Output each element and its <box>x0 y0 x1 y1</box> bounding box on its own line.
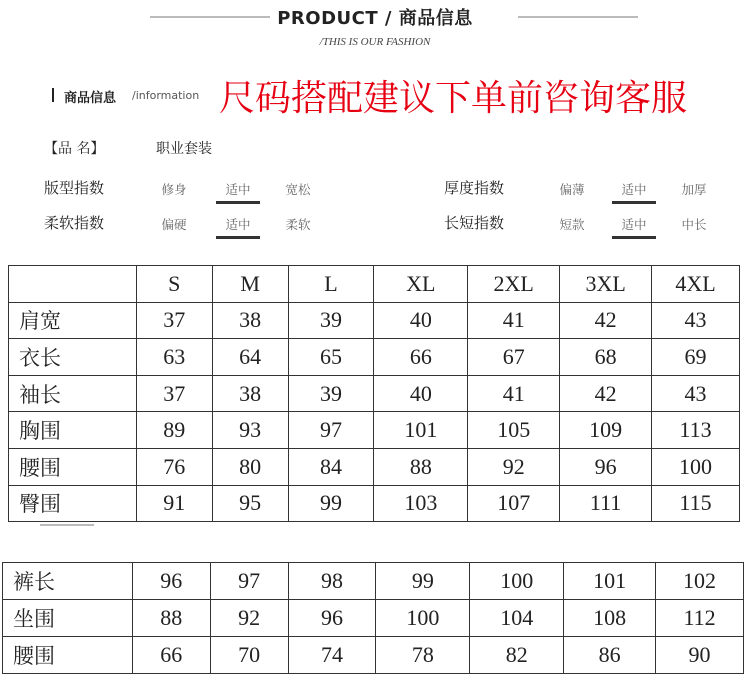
table-cell: 88 <box>132 600 210 637</box>
table-cell: 84 <box>288 448 374 485</box>
table-row <box>3 600 744 637</box>
header-divider-right <box>518 16 638 18</box>
table-cell: 37 <box>136 375 212 412</box>
info-marker <box>52 88 54 102</box>
table-cell: 90 <box>656 637 744 674</box>
table-cell: 95 <box>212 485 288 522</box>
info-title-en: /information <box>132 89 200 102</box>
fit-option-slim: 修身 <box>161 182 187 197</box>
softness-index-label: 柔软指数 <box>44 214 105 232</box>
header-cell: XL <box>374 266 468 303</box>
table-cell: 104 <box>470 600 564 637</box>
fit-option-loose: 宽松 <box>285 182 311 197</box>
table-cell: 78 <box>376 637 470 674</box>
table-cell: 112 <box>656 600 744 637</box>
table-cell: 40 <box>374 375 468 412</box>
table-cell: 70 <box>210 637 288 674</box>
row-label: 腰围 <box>9 448 137 485</box>
table-row <box>9 485 740 522</box>
table-cell: 92 <box>210 600 288 637</box>
table-row <box>9 302 740 339</box>
softness-option-stiff: 偏硬 <box>161 217 187 232</box>
row-label: 坐围 <box>3 600 133 637</box>
table-cell: 101 <box>564 563 656 600</box>
table-cell: 99 <box>376 563 470 600</box>
row-label: 衣长 <box>9 339 137 376</box>
table-cell: 111 <box>560 485 652 522</box>
table-cell: 66 <box>132 637 210 674</box>
table-cell: 40 <box>374 302 468 339</box>
section-subtitle: /THIS IS OUR FASHION <box>319 36 431 48</box>
info-title: 商品信息 <box>64 91 117 106</box>
length-option-mid-long: 中长 <box>681 217 707 232</box>
table-cell: 102 <box>656 563 744 600</box>
thickness-option-thin: 偏薄 <box>559 182 585 197</box>
softness-option-soft: 柔软 <box>285 217 311 232</box>
table-cell: 38 <box>212 302 288 339</box>
table-cell: 43 <box>652 375 740 412</box>
table-gap-divider <box>40 524 94 526</box>
table-cell: 89 <box>136 412 212 449</box>
table-cell: 64 <box>212 339 288 376</box>
product-name-value: 职业套装 <box>156 141 212 157</box>
row-label: 裤长 <box>3 563 133 600</box>
header-cell: M <box>212 266 288 303</box>
table-cell: 115 <box>652 485 740 522</box>
section-title: PRODUCT / 商品信息 <box>277 8 473 29</box>
table-cell: 63 <box>136 339 212 376</box>
table-row <box>9 375 740 412</box>
table-cell: 96 <box>132 563 210 600</box>
table-cell: 76 <box>136 448 212 485</box>
table-cell: 80 <box>212 448 288 485</box>
table-row <box>9 448 740 485</box>
length-index-label: 长短指数 <box>444 214 505 232</box>
table-cell: 108 <box>564 600 656 637</box>
table-cell: 39 <box>288 302 374 339</box>
table-cell: 99 <box>288 485 374 522</box>
row-label: 肩宽 <box>9 302 137 339</box>
table-cell: 38 <box>212 375 288 412</box>
product-name-label: 【品 名】 <box>44 141 105 157</box>
table-cell: 69 <box>652 339 740 376</box>
thickness-option-thick: 加厚 <box>681 182 707 197</box>
table-row <box>3 637 744 674</box>
length-option-short: 短款 <box>559 217 585 232</box>
table-cell: 109 <box>560 412 652 449</box>
table-cell: 39 <box>288 375 374 412</box>
table-cell: 100 <box>652 448 740 485</box>
table-cell: 91 <box>136 485 212 522</box>
table-cell: 113 <box>652 412 740 449</box>
table-row <box>9 339 740 376</box>
table-header-row <box>9 266 740 303</box>
thickness-index-label: 厚度指数 <box>444 179 505 197</box>
table-cell: 97 <box>210 563 288 600</box>
row-label: 臀围 <box>9 485 137 522</box>
table-cell: 107 <box>468 485 560 522</box>
table-cell: 68 <box>560 339 652 376</box>
softness-option-regular: 适中 <box>216 215 260 233</box>
table-cell: 41 <box>468 375 560 412</box>
table-cell: 101 <box>374 412 468 449</box>
table-cell: 74 <box>288 637 376 674</box>
table-row <box>9 412 740 449</box>
table-cell: 100 <box>470 563 564 600</box>
header-cell: 2XL <box>468 266 560 303</box>
header-cell: 3XL <box>560 266 652 303</box>
bottom-size-table <box>2 562 744 674</box>
row-label: 腰围 <box>3 637 133 674</box>
table-cell: 37 <box>136 302 212 339</box>
thickness-option-regular: 适中 <box>612 180 656 198</box>
fit-option-regular: 适中 <box>216 180 260 198</box>
table-cell: 97 <box>288 412 374 449</box>
size-advice-notice: 尺码搭配建议下单前咨询客服 <box>219 78 688 119</box>
table-cell: 92 <box>468 448 560 485</box>
table-cell: 98 <box>288 563 376 600</box>
row-label: 胸围 <box>9 412 137 449</box>
fit-index-label: 版型指数 <box>44 179 105 197</box>
table-cell: 88 <box>374 448 468 485</box>
length-option-regular: 适中 <box>612 215 656 233</box>
header-cell: 4XL <box>652 266 740 303</box>
table-row <box>3 563 744 600</box>
table-cell: 100 <box>376 600 470 637</box>
table-cell: 42 <box>560 375 652 412</box>
table-cell: 66 <box>374 339 468 376</box>
header-cell <box>9 266 137 303</box>
table-cell: 86 <box>564 637 656 674</box>
table-cell: 93 <box>212 412 288 449</box>
header-cell: S <box>136 266 212 303</box>
header-cell: L <box>288 266 374 303</box>
table-cell: 67 <box>468 339 560 376</box>
table-cell: 41 <box>468 302 560 339</box>
table-cell: 103 <box>374 485 468 522</box>
table-cell: 42 <box>560 302 652 339</box>
row-label: 袖长 <box>9 375 137 412</box>
table-cell: 82 <box>470 637 564 674</box>
table-cell: 65 <box>288 339 374 376</box>
table-cell: 105 <box>468 412 560 449</box>
table-cell: 96 <box>560 448 652 485</box>
top-size-table <box>8 265 740 522</box>
table-cell: 43 <box>652 302 740 339</box>
table-cell: 96 <box>288 600 376 637</box>
